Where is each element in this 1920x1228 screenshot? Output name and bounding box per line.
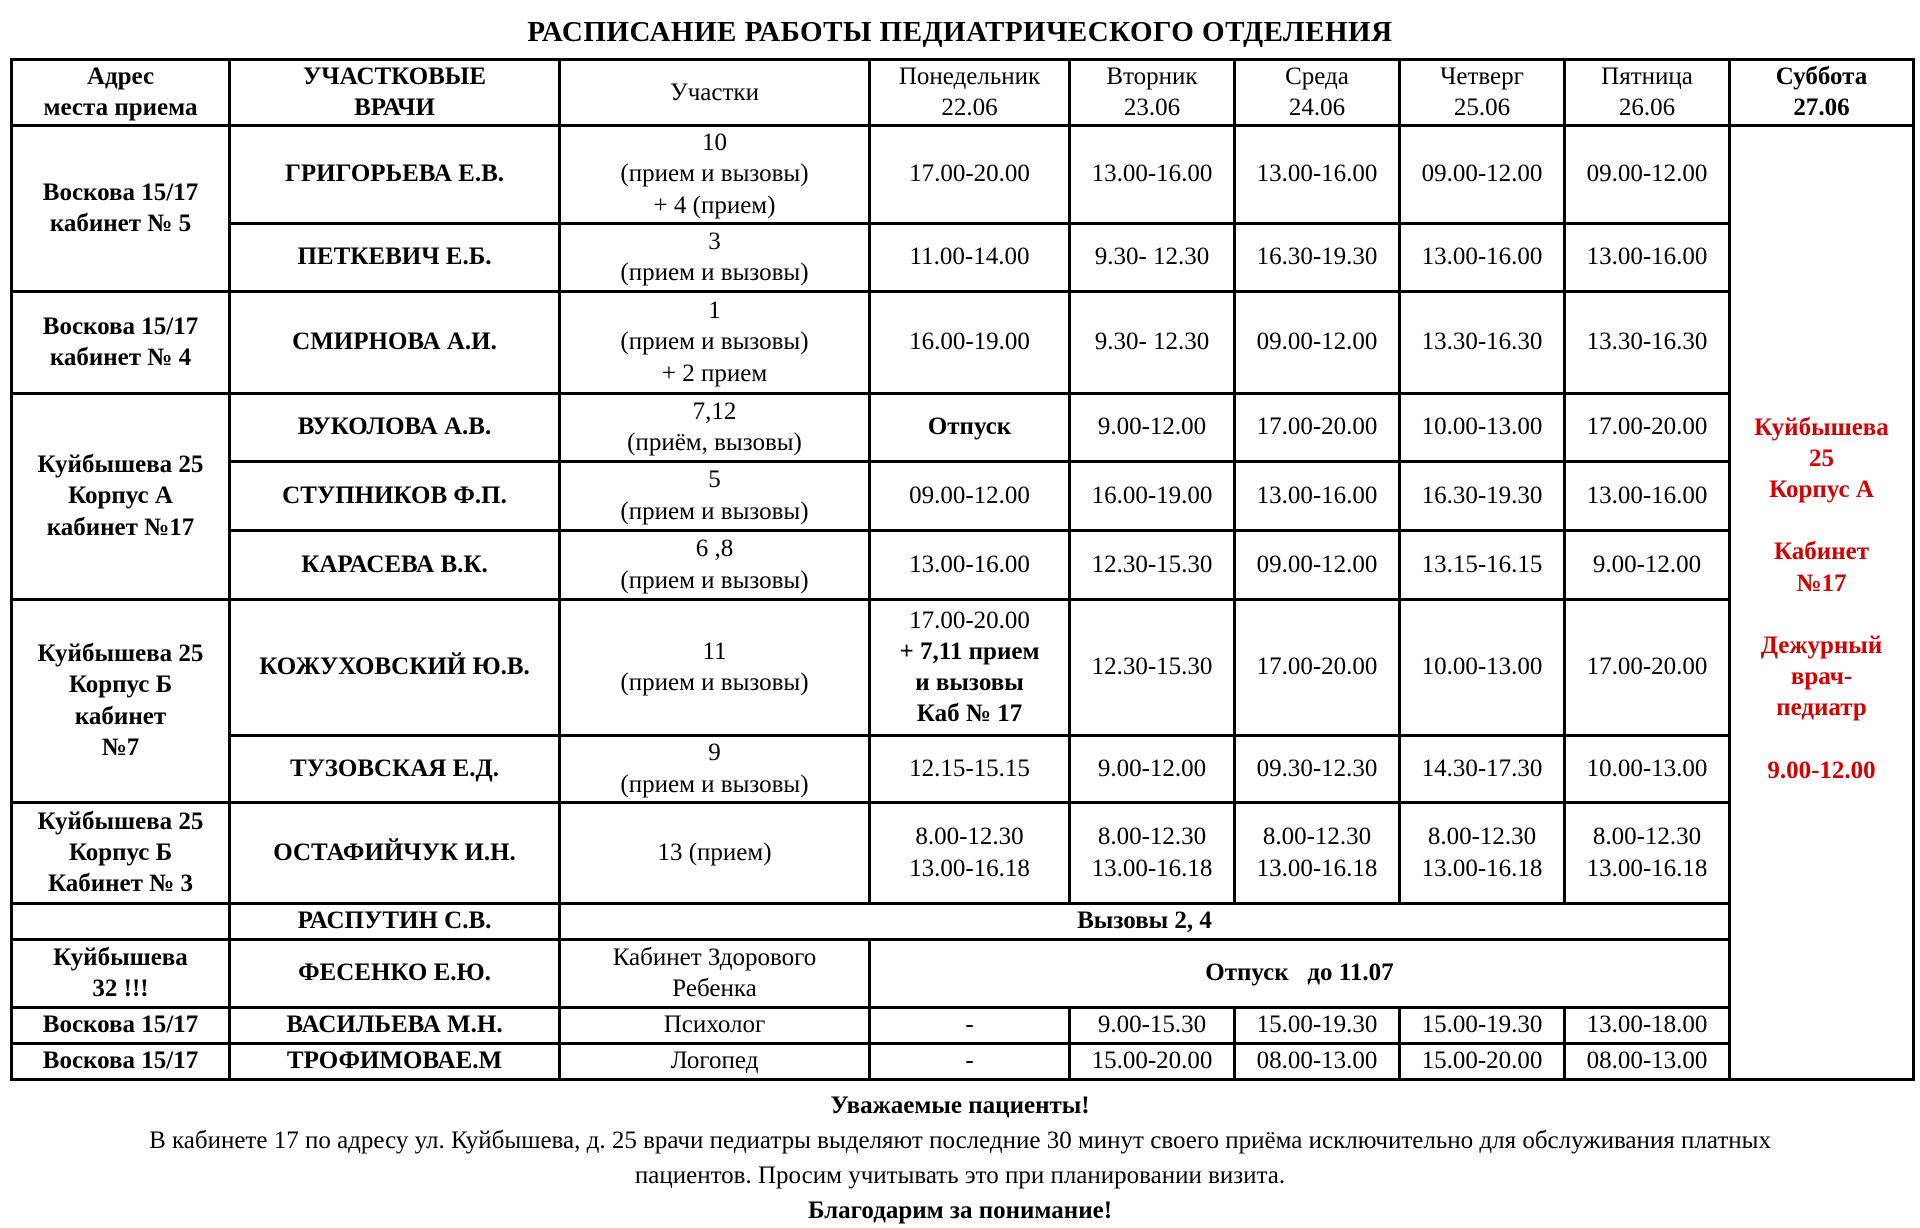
time-mon: 8.00-12.30 13.00-16.18	[870, 802, 1070, 903]
sections-cell: 3 (прием и вызовы)	[560, 223, 870, 291]
footer-line-2: пациентов. Просим учитывать это при планировании визита.	[634, 1162, 1286, 1189]
table-row	[12, 802, 1914, 903]
address-cell-empty	[12, 903, 230, 939]
doctor-name: ОСТАФИЙЧУК И.Н.	[230, 802, 560, 903]
time-mon: -	[870, 1043, 1070, 1079]
address-cell: Воскова 15/17 кабинет № 5	[12, 125, 230, 291]
header-day-mon: Понедельник 22.06	[870, 60, 1070, 126]
time-thu: 10.00-13.00	[1400, 599, 1565, 735]
time-tue: 12.30-15.30	[1070, 530, 1235, 599]
doctor-name: КОЖУХОВСКИЙ Ю.В.	[230, 599, 560, 735]
time-wed: 09.00-12.00	[1235, 530, 1400, 599]
table-row	[12, 223, 1914, 291]
footer-line-1: В кабинете 17 по адресу ул. Куйбышева, д. 25 врачи педиатры выделяют последние 30 минут своего приёма исключительно для обслуживания платных	[149, 1127, 1771, 1154]
time-thu: 14.30-17.30	[1400, 735, 1565, 802]
address-cell: Куйбышева 32 !!!	[12, 939, 230, 1007]
time-fri: 9.00-12.00	[1565, 530, 1730, 599]
time-tue: 12.30-15.30	[1070, 599, 1235, 735]
header-sections: Участки	[560, 60, 870, 126]
doctor-name: ГРИГОРЬЕВА Е.В.	[230, 125, 560, 223]
doctor-name: КАРАСЕВА В.К.	[230, 530, 560, 599]
time-tue: 9.30- 12.30	[1070, 223, 1235, 291]
time-thu: 15.00-20.00	[1400, 1043, 1565, 1079]
time-mon: 17.00-20.00 + 7,11 прием и вызовы Каб № 17	[870, 599, 1070, 735]
time-mon: 13.00-16.00	[870, 530, 1070, 599]
address-cell: Куйбышева 25 Корпус Б Кабинет № 3	[12, 802, 230, 903]
header-day-thu: Четверг 25.06	[1400, 60, 1565, 126]
time-tue: 9.00-12.00	[1070, 735, 1235, 802]
time-fri: 09.00-12.00	[1565, 125, 1730, 223]
time-fri: 13.30-16.30	[1565, 291, 1730, 393]
address-cell: Куйбышева 25 Корпус А кабинет №17	[12, 393, 230, 599]
address-cell: Воскова 15/17 кабинет № 4	[12, 291, 230, 393]
header-day-sat: Суббота 27.06	[1730, 60, 1914, 126]
sections-cell: 13 (прием)	[560, 802, 870, 903]
footer-greeting: Уважаемые пациенты!	[830, 1092, 1090, 1119]
time-wed: 09.30-12.30	[1235, 735, 1400, 802]
table-row	[12, 530, 1914, 599]
time-wed: 09.00-12.00	[1235, 291, 1400, 393]
time-fri: 17.00-20.00	[1565, 393, 1730, 461]
time-tue: 9.00-15.30	[1070, 1007, 1235, 1043]
time-tue: 13.00-16.00	[1070, 125, 1235, 223]
time-wed: 17.00-20.00	[1235, 599, 1400, 735]
time-thu: 09.00-12.00	[1400, 125, 1565, 223]
sections-cell: 6 ,8 (прием и вызовы)	[560, 530, 870, 599]
doctor-name: СТУПНИКОВ Ф.П.	[230, 461, 560, 530]
time-thu: 15.00-19.30	[1400, 1007, 1565, 1043]
table-row	[12, 1043, 1914, 1079]
time-tue: 15.00-20.00	[1070, 1043, 1235, 1079]
doctor-name: ТРОФИМОВАЕ.М	[230, 1043, 560, 1079]
time-mon: Отпуск	[870, 393, 1070, 461]
sections-cell: 11 (прием и вызовы)	[560, 599, 870, 735]
header-day-tue: Вторник 23.06	[1070, 60, 1235, 126]
time-wed: 17.00-20.00	[1235, 393, 1400, 461]
time-wed: 8.00-12.30 13.00-16.18	[1235, 802, 1400, 903]
calls-note: Вызовы 2, 4	[560, 903, 1730, 939]
schedule-table	[10, 58, 1915, 1081]
time-tue: 9.00-12.00	[1070, 393, 1235, 461]
doctor-name: РАСПУТИН С.В.	[230, 903, 560, 939]
time-wed: 13.00-16.00	[1235, 125, 1400, 223]
table-row	[12, 291, 1914, 393]
sections-cell: 10 (прием и вызовы) + 4 (прием)	[560, 125, 870, 223]
time-fri: 17.00-20.00	[1565, 599, 1730, 735]
time-thu: 10.00-13.00	[1400, 393, 1565, 461]
time-tue: 9.30- 12.30	[1070, 291, 1235, 393]
time-fri: 13.00-16.00	[1565, 461, 1730, 530]
table-row	[12, 125, 1914, 223]
table-row	[12, 903, 1914, 939]
time-thu: 13.15-16.15	[1400, 530, 1565, 599]
time-wed: 15.00-19.30	[1235, 1007, 1400, 1043]
page-title: РАСПИСАНИЕ РАБОТЫ ПЕДИАТРИЧЕСКОГО ОТДЕЛЕНИЯ	[527, 16, 1393, 48]
time-fri: 10.00-13.00	[1565, 735, 1730, 802]
table-row	[12, 735, 1914, 802]
vacation-note: Отпуск до 11.07	[870, 939, 1730, 1007]
header-day-wed: Среда 24.06	[1235, 60, 1400, 126]
footer-thanks: Благодарим за понимание!	[807, 1197, 1113, 1224]
time-mon: 17.00-20.00	[870, 125, 1070, 223]
time-tue: 8.00-12.30 13.00-16.18	[1070, 802, 1235, 903]
time-wed: 13.00-16.00	[1235, 461, 1400, 530]
time-fri: 13.00-16.00	[1565, 223, 1730, 291]
time-mon: 09.00-12.00	[870, 461, 1070, 530]
doctor-name: ВАСИЛЬЕВА М.Н.	[230, 1007, 560, 1043]
address-cell: Воскова 15/17	[12, 1007, 230, 1043]
time-wed: 16.30-19.30	[1235, 223, 1400, 291]
sections-cell: Кабинет Здорового Ребенка	[560, 939, 870, 1007]
header-doctors: УЧАСТКОВЫЕ ВРАЧИ	[230, 60, 560, 126]
time-thu: 13.00-16.00	[1400, 223, 1565, 291]
doctor-name: ФЕСЕНКО Е.Ю.	[230, 939, 560, 1007]
time-mon: -	[870, 1007, 1070, 1043]
header-day-fri: Пятница 26.06	[1565, 60, 1730, 126]
time-thu: 8.00-12.30 13.00-16.18	[1400, 802, 1565, 903]
doctor-name: ВУКОЛОВА А.В.	[230, 393, 560, 461]
sections-cell: 7,12 (приём, вызовы)	[560, 393, 870, 461]
table-row	[12, 461, 1914, 530]
sections-cell: 5 (прием и вызовы)	[560, 461, 870, 530]
time-fri: 08.00-13.00	[1565, 1043, 1730, 1079]
time-thu: 13.30-16.30	[1400, 291, 1565, 393]
address-cell: Воскова 15/17	[12, 1043, 230, 1079]
time-mon: 16.00-19.00	[870, 291, 1070, 393]
address-cell: Куйбышева 25 Корпус Б кабинет №7	[12, 599, 230, 802]
table-row	[12, 939, 1914, 1007]
table-row	[12, 599, 1914, 735]
doctor-name: ПЕТКЕВИЧ Е.Б.	[230, 223, 560, 291]
sections-cell: 1 (прием и вызовы) + 2 прием	[560, 291, 870, 393]
sections-cell: Логопед	[560, 1043, 870, 1079]
time-mon: 11.00-14.00	[870, 223, 1070, 291]
header-row	[12, 60, 1914, 126]
saturday-duty-block: Куйбышева 25 Корпус А Кабинет №17 Дежурный врач- педиатр 9.00-12.00	[1730, 125, 1914, 1079]
table-row	[12, 393, 1914, 461]
time-mon: 12.15-15.15	[870, 735, 1070, 802]
sections-cell: 9 (прием и вызовы)	[560, 735, 870, 802]
sections-cell: Психолог	[560, 1007, 870, 1043]
time-fri: 13.00-18.00	[1565, 1007, 1730, 1043]
doctor-name: ТУЗОВСКАЯ Е.Д.	[230, 735, 560, 802]
time-thu: 16.30-19.30	[1400, 461, 1565, 530]
footer-notice	[0, 1088, 1920, 1228]
time-fri: 8.00-12.30 13.00-16.18	[1565, 802, 1730, 903]
time-tue: 16.00-19.00	[1070, 461, 1235, 530]
time-wed: 08.00-13.00	[1235, 1043, 1400, 1079]
table-row	[12, 1007, 1914, 1043]
header-address: Адрес места приема	[12, 60, 230, 126]
doctor-name: СМИРНОВА А.И.	[230, 291, 560, 393]
